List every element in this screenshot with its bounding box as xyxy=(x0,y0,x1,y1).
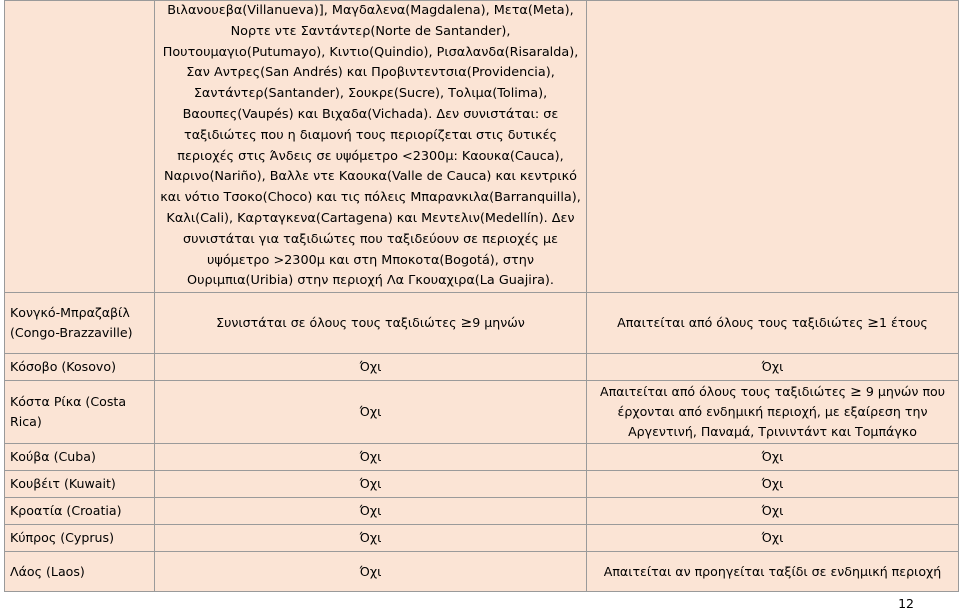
country-cell: Κούβα (Cuba) xyxy=(5,444,155,471)
greater-equal-symbol: ≥ xyxy=(850,384,862,401)
table-row-kuwait xyxy=(5,471,959,498)
page-number: 12 xyxy=(898,596,914,611)
certificate-cell xyxy=(587,293,959,354)
table-row-cuba xyxy=(5,444,959,471)
table-row-costa-rica xyxy=(5,381,959,444)
country-cell xyxy=(5,1,155,293)
certificate-cell: Απαιτείται αν προηγείται ταξίδι σε ενδημική περιοχή xyxy=(587,552,959,592)
country-cell: Κόστα Ρίκα (Costa Rica) xyxy=(5,381,155,444)
greater-equal-symbol: ≥ xyxy=(460,315,473,332)
vaccination-text: Συνιστάται σε όλους τους ταξιδιώτες xyxy=(216,315,461,331)
certificate-age: 1 έτους xyxy=(879,315,928,331)
vaccination-cell xyxy=(155,293,587,354)
vaccination-table xyxy=(4,0,959,592)
certificate-text: Απαιτείται από όλους τους ταξιδιώτες xyxy=(617,315,868,331)
table-row-colombia-continuation xyxy=(5,1,959,293)
certificate-cell: Όχι xyxy=(587,444,959,471)
country-cell: Κουβέιτ (Kuwait) xyxy=(5,471,155,498)
country-cell: Κόσοβο (Kosovo) xyxy=(5,354,155,381)
table-row-kosovo xyxy=(5,354,959,381)
vaccination-cell: Όχι xyxy=(155,552,587,592)
certificate-cell xyxy=(587,381,959,444)
country-cell: Κονγκό-Μπραζαβίλ (Congo-Brazzaville) xyxy=(5,293,155,354)
certificate-details: 9 μηνών που έρχονται από ενδημική περιοχή, με εξαίρεση την Αργεντινή, Παναμά, Τρινιντάντ και Τομπάγκο xyxy=(617,384,946,440)
vaccination-cell: Όχι xyxy=(155,381,587,444)
vaccination-cell: Όχι xyxy=(155,354,587,381)
table-row-croatia xyxy=(5,498,959,525)
greater-equal-symbol: ≥ xyxy=(867,315,880,332)
certificate-text: Απαιτείται από όλους τους ταξιδιώτες xyxy=(599,384,851,400)
country-cell: Κύπρος (Cyprus) xyxy=(5,525,155,552)
certificate-cell: Όχι xyxy=(587,525,959,552)
table-row-laos xyxy=(5,552,959,592)
table-row-congo xyxy=(5,293,959,354)
certificate-cell: Όχι xyxy=(587,498,959,525)
vaccination-cell: Βιλανουεβα(Villanueva)], Μαγδαλενα(Magdalena), Μετα(Meta), Νορτε ντε Σαντάντερ(Norte de Santander), Πουτουμαγιο(Putumayo), Κιντιο(Quindio), Ρισαλανδα(Risaralda), Σαν Αντρες(San Andrés) και Προβιντεντσια(Providencia), Σαντάντερ(Santander), Σουκρε(Sucre), Τολιμα(Tolima), Βαουπες(Vaupés) και Βιχαδα(Vichada). Δεν συνιστάται: σε ταξιδιώτες που η διαμονή τους περιορίζεται στις δυτικές περιοχές στις Άνδεις σε υψόμετρο <2300μ: Καουκα(Cauca), Ναρινο(Nariño), Βαλλε ντε Καουκα(Valle de Cauca) και κεντρικό και νότιο Τσοκο(Choco) και τις πόλεις Μπαρανκιλα(Barranquilla), Καλι(Cali), Καρταγκενα(Cartagena) και Μεντελιν(Medellín). Δεν συνιστάται για ταξιδιώτες που ταξιδεύουν σε περιοχές με υψόμετρο >2300μ και στη Μποκοτα(Bogotá), στην Ουριμπια(Uribia) στην περιοχή Λα Γκουαχιρα(La Guajira). xyxy=(155,1,587,293)
vaccination-cell: Όχι xyxy=(155,498,587,525)
vaccination-cell: Όχι xyxy=(155,471,587,498)
vaccination-cell: Όχι xyxy=(155,525,587,552)
country-cell: Κροατία (Croatia) xyxy=(5,498,155,525)
country-cell: Λάος (Laos) xyxy=(5,552,155,592)
vaccination-cell: Όχι xyxy=(155,444,587,471)
certificate-cell: Όχι xyxy=(587,354,959,381)
certificate-cell: Όχι xyxy=(587,471,959,498)
table-row-cyprus xyxy=(5,525,959,552)
vaccination-age: 9 μηνών xyxy=(472,315,525,331)
certificate-cell xyxy=(587,1,959,293)
